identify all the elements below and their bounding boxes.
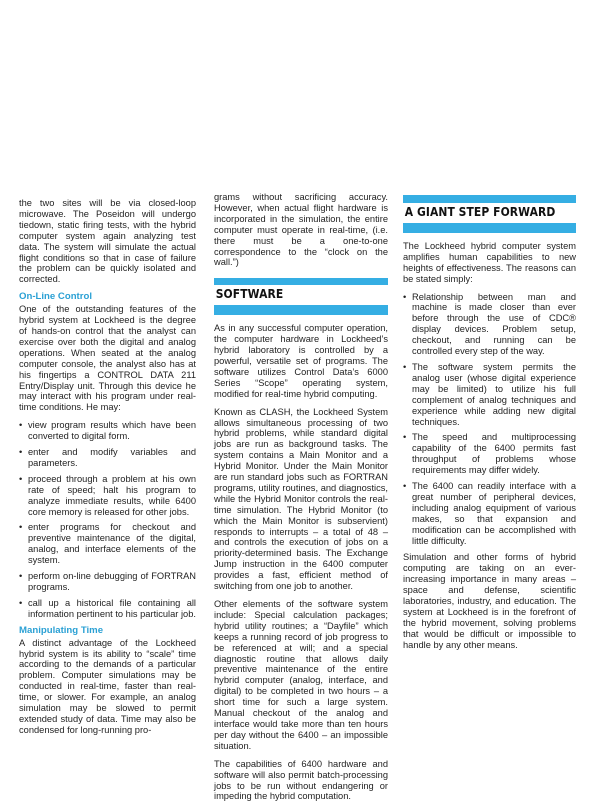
list-item: • The speed and multiprocessing capability of the 6400 permits fast throughput of problems whose requirements may differ widely. <box>403 432 576 476</box>
giant-step-paragraph-1: The Lockheed hybrid computer system amplifies human capabilities to new heights of effectiveness. The reasons can be stated simply: <box>403 240 576 284</box>
list-item: • proceed through a problem at his own rate of speed; halt his program to analyze immediate results, while 6400 core memory is released for other jobs. <box>19 474 196 518</box>
software-paragraph-2: Known as CLASH, the Lockheed System allows simultaneous processing of two hybrid problems, while standard digital jobs are run as background tasks. The system contains a Main Monitor and a Hybrid Monitor. Under the Main Monitor are run standard jobs such as FORTRAN programs, utility routines, and diagnostics, while the Hybrid Monitor controls the real-time simulation. The Hybrid Monitor (to which the Main Monitor is subservient) responds to interrupts – a total of 48 – and controls the execution of jobs on a priority-determined basis. The Exchange Jump instruction in the 6400 computer provides a fast, efficient method of switching from one job to another. <box>214 406 388 592</box>
list-item: • perform on-line debugging of FORTRAN programs. <box>19 571 196 593</box>
manipulating-time-paragraph: A distinct advantage of the Lockheed hybrid system is its ability to “scale” time according to the demands of a particular problem. Computer simulations may be conducted in real-time, faster than real-time, or slower. For example, an analog simulation may be slowed to permit extended study of data. Time may also be condensed for long-running pro- <box>19 637 196 735</box>
giant-step-list <box>403 292 576 547</box>
giant-step-title: A GIANT STEP FORWARD <box>404 204 556 219</box>
section-bar-bottom <box>403 223 576 233</box>
online-control-list <box>19 420 196 620</box>
column-middle <box>214 192 388 809</box>
software-paragraph-1: As in any successful computer operation, the computer hardware in Lockheed’s hybrid laboratory is controlled by a powerful, versatile set of programs. The software utilizes Control Data’s 6000 Series “Scope” operating system, modified for real-time hybrid computing. <box>214 323 388 399</box>
online-control-heading: On-Line Control <box>19 291 93 303</box>
continued-paragraph: grams without sacrificing accuracy. However, when actual flight hardware is incorporated in the simulation, the entire computer must operate in real-time, (i.e. there must be a one-to-one correspondence to the “clock on the wall.”) <box>214 192 388 268</box>
giant-step-section-header <box>403 195 576 233</box>
list-item: • Relationship between man and machine is made closer than ever before through the use of CDC® display devices. Problem setup, checkout, and running can be controlled every step of the way. <box>403 292 576 357</box>
column-right <box>403 191 576 658</box>
column-left <box>19 198 196 743</box>
software-paragraph-4: The capabilities of 6400 hardware and software will also permit batch-processing jobs to be run without endangering or impeding the hybrid computation. <box>214 758 388 802</box>
list-item: • view program results which have been converted to digital form. <box>19 420 196 442</box>
list-item: • enter and modify variables and parameters. <box>19 447 196 469</box>
list-item: • The 6400 can readily interface with a great number of peripheral devices, including analog equipment of various makes, so that expansion and modification can be accomplished with little difficulty. <box>403 481 576 546</box>
manipulating-time-heading: Manipulating Time <box>19 624 104 636</box>
list-item: • call up a historical file containing all information pertinent to his particular job. <box>19 598 196 620</box>
software-title: SOFTWARE <box>215 286 284 302</box>
list-item: • The software system permits the analog user (whose digital experience may be limited) to utilize his full complement of analog techniques and experience while adding new digital techniques. <box>403 362 576 427</box>
section-bar-bottom <box>214 305 388 315</box>
software-paragraph-3: Other elements of the software system include: Special calculation packages; hybrid utility routines; a “Dayfile” which keeps a running record of job progress to be referenced at will; and a special diagnostic routine that allows daily preventive maintenance of the entire hybrid computer (analog, interface, and digital) to be completed in two hours – a short time for such a large system. Manual checkout of the analog and interface would take more than ten hours per day without the 6400 – an impossible situation. <box>214 599 388 751</box>
software-section-header <box>214 278 388 315</box>
section-bar-top <box>403 195 576 203</box>
online-control-paragraph: One of the outstanding features of the hybrid system at Lockheed is the degree of hands-on control that the analyst can exercise over both the digital and analog operations. When seated at the analog computer console, the analyst also has at his fingertips a CONTROL DATA 211 Entry/Display unit. Through this device he may interact with his program under real-time conditions. He may: <box>19 304 196 413</box>
giant-step-paragraph-2: Simulation and other forms of hybrid computing are taking on an ever-increasing importance in many areas – space and defense, scientific laboratories, industry, and education. The system at Lockheed is in the forefront of the hybrid movement, solving problems that would be difficult or impossible to handle by any other means. <box>403 552 576 650</box>
list-item: • enter programs for checkout and preventive maintenance of the digital, analog, and interface elements of the system. <box>19 522 196 566</box>
intro-paragraph: the two sites will be via closed-loop microwave. The Poseidon will undergo tiedown, static firing tests, with the hybrid computer system again analyzing test data. The system will simulate the actual flight conditions so that in case of failure the problem can be quickly isolated and corrected. <box>19 198 196 285</box>
section-bar-top <box>214 278 388 285</box>
